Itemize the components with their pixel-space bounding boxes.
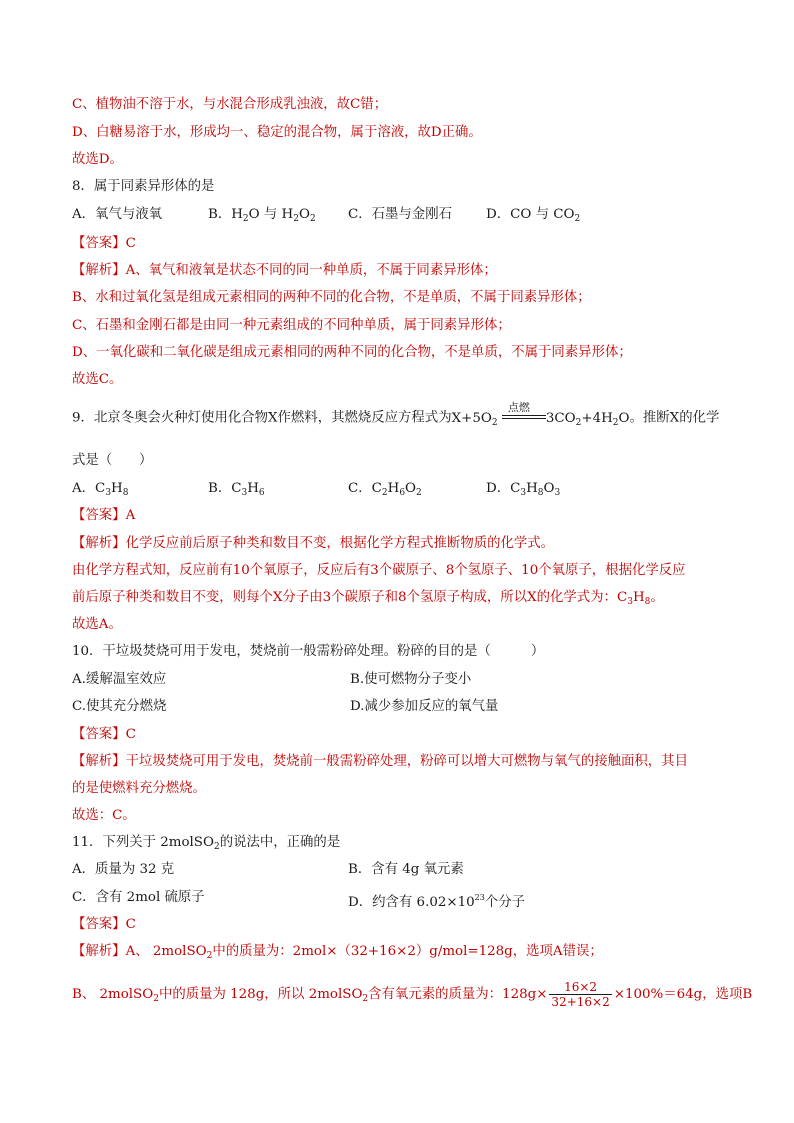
q10-option-d: D.减少参加反应的氧气量 xyxy=(350,699,499,714)
q10-analysis-2: 的是使燃料充分燃烧。 xyxy=(72,781,206,796)
q11-options-row2 xyxy=(72,889,722,910)
q10-options-row2 xyxy=(72,698,722,716)
q8-analysis-a: 【解析】A、氧气和液氧是状态不同的同一种单质，不属于同素异形体； xyxy=(72,263,497,278)
q7-conclusion: 故选D。 xyxy=(72,152,123,167)
answer-tag: 【答案】 xyxy=(72,917,126,932)
q8-option-a: A．氧气与液氧 xyxy=(72,207,163,222)
q10-answer xyxy=(72,726,136,744)
q9-analysis-3: 前后原子种类和数目不变，则每个X分子由3个碳原子和8个氢原子构成，所以X的化学式为：$C_3H_8$。 xyxy=(72,590,664,607)
q8-option-b: B．$H_2O$ 与 $H_2O_2$ xyxy=(208,207,316,224)
mass-fraction: $\frac{16\times 2}{32+16\times 2}$ xyxy=(551,980,610,1009)
q9-analysis-1: 【解析】化学反应前后原子种类和数目不变，根据化学方程式推断物质的化学式。 xyxy=(72,536,555,551)
answer-value: C xyxy=(125,917,136,932)
answer-value: A xyxy=(125,508,136,523)
q8-stem: 8．属于同素异形体的是 xyxy=(72,179,215,194)
q11-option-b: B．含有 4g 氧元素 xyxy=(348,862,464,877)
answer-value: C xyxy=(125,236,136,251)
q8-analysis-d: D、一氧化碳和二氧化碳是组成元素相同的两种不同的化合物，不是单质，不属于同素异形体； xyxy=(72,345,632,360)
q7-analysis-c: C、植物油不溶于水，与水混合形成乳浊液，故C错； xyxy=(72,97,388,112)
analysis-tag: 【解析】 xyxy=(72,263,126,278)
answer-tag: 【答案】 xyxy=(72,508,126,523)
q10-conclusion: 故选：C。 xyxy=(72,808,136,823)
q10-option-b: B.使可燃物分子变小 xyxy=(350,672,472,687)
analysis-tag: 【解析】 xyxy=(72,754,126,769)
q10-stem: 10．干垃圾焚烧可用于发电，焚烧前一般需粉碎处理。粉碎的目的是（ ） xyxy=(72,644,545,659)
q9-option-c: C．$C_2H_6O_2$ xyxy=(348,481,422,498)
q7-analysis-d: D、白糖易溶于水，形成均一、稳定的混合物，属于溶液，故D正确。 xyxy=(72,125,482,140)
q9-analysis-2: 由化学方程式知，反应前有10个氧原子，反应后有3个碳原子、8个氢原子、10个氧原子，根据化学反应 xyxy=(72,563,686,578)
q9-stem-line1: 9．北京冬奥会火种灯使用化合物X作燃料，其燃烧反应方程式为$X+5O_2$ 点燃 $3CO_2+4H_2O$。推断X的化学 xyxy=(72,401,720,428)
q9-stem-line2: 式是（ ） xyxy=(72,453,153,468)
q11-answer xyxy=(72,916,136,934)
q10-options-row1 xyxy=(72,671,722,689)
q9-options xyxy=(72,480,722,502)
equation-right: $3CO_2+4H_2O$ xyxy=(545,410,630,428)
q8-option-d: D．CO 与 $CO_2$ xyxy=(486,207,581,224)
equation-left: $X+5O_2$ xyxy=(451,410,498,428)
q11-analysis-a: 【解析】A、 2molSO$_2$中的质量为：2mol×（32+16×2）g/mol=128g，选项A错误； xyxy=(72,944,603,961)
answer-value: C xyxy=(125,727,136,742)
analysis-tag: 【解析】 xyxy=(72,944,126,959)
q9-answer xyxy=(72,507,135,525)
q11-option-c: C．含有 2mol 硫原子 xyxy=(72,890,205,905)
q9-option-b: B．$C_3H_6$ xyxy=(208,481,265,498)
q10-option-c: C.使其充分燃烧 xyxy=(72,699,167,714)
q9-option-a: A．$C_3H_8$ xyxy=(72,481,129,498)
q10-option-a: A.缓解温室效应 xyxy=(72,672,167,687)
q11-option-a: A．质量为 32 克 xyxy=(72,862,175,877)
q8-options xyxy=(72,206,722,224)
reaction-arrow xyxy=(502,401,546,427)
q8-analysis-c: C、石墨和金刚石都是由同一种元素组成的不同种单质，属于同素异形体； xyxy=(72,318,511,333)
q11-analysis-b: B、 2molSO$_2$中的质量为 128g，所以 2molSO$_2$含有氧元素的质量为：128g× $\frac{16\times 2}{32+16\times 2}$ ×100%＝64g，选项B xyxy=(72,980,753,1009)
answer-tag: 【答案】 xyxy=(72,727,126,742)
q8-answer xyxy=(72,235,136,253)
q9-option-d: D．$C_3H_8O_3$ xyxy=(486,481,561,498)
analysis-tag: 【解析】 xyxy=(72,536,126,551)
q10-analysis-1: 【解析】干垃圾焚烧可用于发电，焚烧前一般需粉碎处理，粉碎可以增大可燃物与氧气的接触面积，其目 xyxy=(72,754,688,769)
q8-option-c: C．石墨与金刚石 xyxy=(348,207,452,222)
q11-options-row1 xyxy=(72,861,722,879)
q11-option-d: D．约含有 $6.02\times 10^{23}$个分子 xyxy=(348,893,525,910)
q11-stem: 11．下列关于 2molSO$_2$的说法中，正确的是 xyxy=(72,835,341,852)
q8-conclusion: 故选C。 xyxy=(72,372,123,387)
reaction-condition: 点燃 xyxy=(507,401,530,414)
q9-conclusion: 故选A。 xyxy=(72,617,122,632)
q8-analysis-b: B、水和过氧化氢是组成元素相同的两种不同的化合物，不是单质，不属于同素异形体； xyxy=(72,290,591,305)
answer-tag: 【答案】 xyxy=(72,236,126,251)
